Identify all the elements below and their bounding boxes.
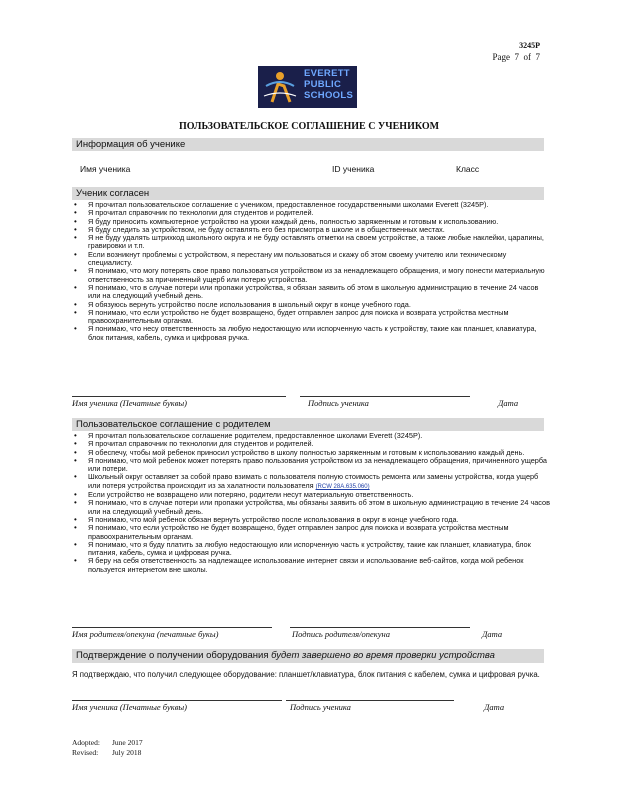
list-item: • Я понимаю, что если устройство не будет возвращено, будет отправлен запрос для поиска и возврата устройства местным правоохранительным органам.	[72, 524, 550, 541]
class-label: Класс	[456, 164, 480, 174]
list-item: • Я буду приносить компьютерное устройство на уроки каждый день, полностью заряженным и готовым к использованию.	[72, 218, 550, 226]
list-item: • Я прочитал справочник по технологии для студентов и родителей.	[72, 209, 550, 217]
student-name-print-label: Имя ученика (Печатные буквы)	[72, 398, 187, 408]
district-logo	[258, 66, 368, 108]
signature-line	[72, 627, 272, 628]
logo-line-2: PUBLIC	[304, 79, 342, 90]
list-item: • Я буду следить за устройством, не буду оставлять его без присмотра в школе и в общественных местах.	[72, 226, 550, 234]
list-item: • Я понимаю, что если устройство не будет возвращено, будет отправлен запрос для поиска и возврата устройства местным правоохранительным органам.	[72, 309, 550, 326]
signature-line	[72, 700, 282, 701]
student-signature-label: Подпись ученика	[308, 398, 369, 408]
receipt-heading: Подтверждение о получении оборудования будет завершено во время проверки устройства	[72, 649, 544, 663]
student-agrees-heading: Ученик согласен	[72, 187, 544, 200]
student-id-label: ID ученика	[332, 164, 375, 174]
signature-line	[290, 627, 470, 628]
list-item: • Я обеспечу, чтобы мой ребенок приносил устройство в школу полностью заряженным и готовым к использованию каждый день.	[72, 449, 550, 457]
signature-line	[300, 396, 470, 397]
receipt-name-print-label: Имя ученика (Печатные буквы)	[72, 702, 187, 712]
policy-code: 3245P	[519, 41, 540, 50]
list-item: • Я понимаю, что мой ребенок может потерять право пользования устройством из за ненадлежащего обращения, причиненного ущерба или потери.	[72, 457, 550, 474]
list-item: • Я прочитал пользовательское соглашение родителем, предоставленное школами Everett (3245P).	[72, 432, 550, 440]
logo-line-3: SCHOOLS	[304, 90, 354, 101]
list-item: • Я понимаю, что в случае потери или пропажи устройства, мы обязаны заявить об этом в школьную администрацию в течение 24 часов или на следующий учебный день.	[72, 499, 550, 516]
list-item: • Если возникнут проблемы с устройством, я перестану им пользоваться и скажу об этом своему учителю или техническому специалисту.	[72, 251, 550, 268]
list-item: • Я прочитал справочник по технологии для студентов и родителей.	[72, 440, 550, 448]
list-item: • Я прочитал пользовательское соглашение с учеником, предоставленное государственными школами Everett (3245P).	[72, 201, 550, 209]
revised-date: Revised: July 2018	[72, 748, 142, 757]
list-item: • Я не буду удалять штрихкод школьного округа и не буду оставлять отметки на своем устройстве, а также любые наклейки, царапины, гравировки и т.п.	[72, 234, 550, 251]
receipt-heading-note: будет завершено во время проверки устройства	[271, 650, 495, 661]
date-label: Дата	[482, 629, 503, 639]
student-name-label: Имя ученика	[80, 164, 131, 174]
parent-signature-label: Подпись родителя/опекуна	[292, 629, 390, 639]
list-item: • Я понимаю, что я буду платить за любую недостающую или испорченную часть к устройству, такие как планшет, клавиатура, блок питания, кабель, сумка и цифровая ручка.	[72, 541, 550, 558]
page-title: ПОЛЬЗОВАТЕЛЬСКОЕ СОГЛАШЕНИЕ С УЧЕНИКОМ	[178, 121, 440, 132]
signature-line	[72, 396, 286, 397]
date-label: Дата	[498, 398, 519, 408]
list-item: • Я понимаю, что мой ребенок обязан вернуть устройство после использования в округ в конце учебного года.	[72, 516, 550, 524]
logo-mark-icon	[258, 66, 302, 108]
student-info-heading: Информация об ученике	[72, 138, 544, 151]
list-item: • Если устройство не возвращено или потеряно, родители несут материальную ответственность.	[72, 491, 550, 499]
parent-name-print-label: Имя родителя/опекуна (печатные букы)	[72, 629, 219, 639]
parent-agreement-heading: Пользовательское соглашение с родителем	[72, 418, 544, 431]
student-agreement-list	[72, 201, 550, 342]
list-item: • Я беру на себя ответственность за надлежащее использование интернет связи и использование веб-сайтов, когда мой ребенок пользуется интернетом вне школы.	[72, 557, 550, 574]
list-item: • Я понимаю, что могу потерять свое право пользоваться устройством из за ненадлежащего обращения, и могу понести материальную ответственность за причиненный ущерб или потерю устройства.	[72, 267, 550, 284]
receipt-signature-label: Подпись ученика	[290, 702, 351, 712]
date-label: Дата	[484, 702, 505, 712]
receipt-text: Я подтверждаю, что получил следующее оборудование: планшет/клавиатура, блок питания с кабелем, сумка и цифровая ручка.	[72, 670, 540, 679]
list-item: • Я обязуюсь вернуть устройство после использования в школьный округ в конце учебного года.	[72, 301, 550, 309]
list-item: • Я понимаю, что несу ответственность за любую недостающую или испорченную часть к устройству, такие как планшет, клавиатура, блок питания, кабель, сумка и цифровая ручка.	[72, 325, 550, 342]
logo-line-1: EVERETT	[304, 68, 350, 79]
rcw-reference-link[interactable]: (RCW 28A.635.060)	[315, 483, 370, 490]
signature-line	[286, 700, 454, 701]
parent-agreement-list	[72, 432, 550, 574]
adopted-date: Adopted: June 2017	[72, 738, 143, 747]
list-item: • Я понимаю, что в случае потери или пропажи устройства, я обязан заявить об этом в школьную администрацию в течение 24 часов или на следующий учебный день.	[72, 284, 550, 301]
list-item: • Школьный округ оставляет за собой право взимать с пользователя полную стоимость ремонта или замены устройства, когда ущерб или потеря устройства происходит из за халатности пользователя (RCW 28A.635.060)	[72, 473, 550, 491]
page-number: Page 7 of 7	[492, 52, 540, 62]
